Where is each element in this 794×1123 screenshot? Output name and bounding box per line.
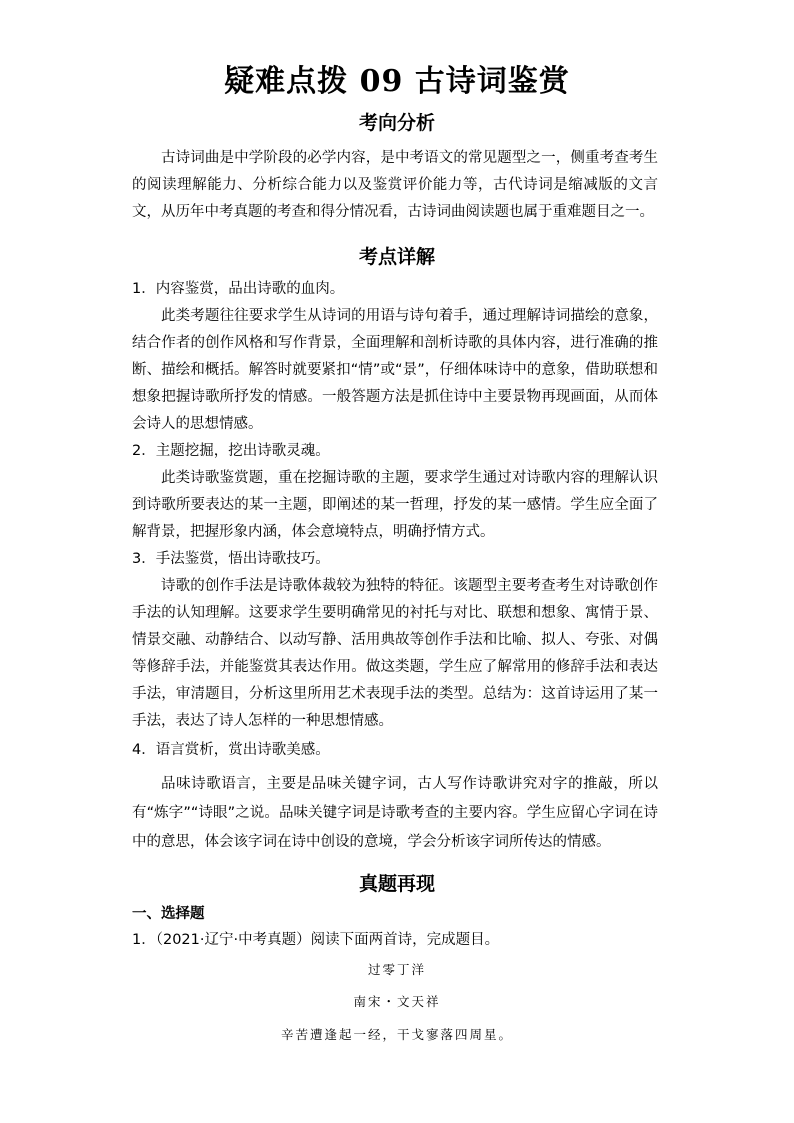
poem-title: 过零丁洋 [367,962,426,977]
section-heading-details: 考点详解 [358,246,435,268]
point-1-title: 1．内容鉴赏，品出诗歌的血肉。 [132,281,345,297]
point-2-title: 2．主题挖掘，挖出诗歌灵魂。 [132,443,330,459]
section-heading-analysis: 考向分析 [358,112,435,134]
question-1-prompt: 1．（2021·辽宁·中考真题）阅读下面两首诗，完成题目。 [132,932,500,948]
poem-line: 辛苦遭逢起一经，干戈寥落四周星。 [280,1027,513,1042]
section-heading-real-questions: 真题再现 [358,873,435,895]
point-1-body: 此类考题往往要求学生从诗词的用语与诗句着手，通过理解诗词描绘的意象，结合作者的创作风格和写作背景，全面理解和剖析诗歌的具体内容，进行准确的推断、描绘和概括。解答时就要紧扣“情”或“景”，仔细体味诗中的意象，借助联想和想象把握诗歌所抒发的情感。一般答题方法是抓住诗中主要景物再现画面，从而体会诗人的思想情感。 [132,308,658,432]
analysis-paragraph: 古诗词曲是中学阶段的必学内容，是中考语文的常见题型之一，侧重考查考生的阅读理解能力、分析综合能力以及鉴赏评价能力等，古代诗词是缩减版的文言文，从历年中考真题的考查和得分情况看，古诗词曲阅读题也属于重难题目之一。 [132,150,658,220]
point-2-body: 此类诗歌鉴赏题，重在挖掘诗歌的主题，要求学生通过对诗歌内容的理解认识到诗歌所要表达的某一主题，即阐述的某一哲理，抒发的某一感情。学生应全面了解背景，把握形象内涵，体会意境特点，明确抒情方式。 [132,470,658,540]
document-title: 疑难点拨 09 古诗词鉴赏 [224,64,570,99]
point-4-title: 4．语言赏析，赏出诗歌美感。 [132,742,330,758]
point-4-body: 品味诗歌语言，主要是品味关键字词，古人写作诗歌讲究对字的推敲，所以有“炼字”“诗眼”之说。品味关键字词是诗歌考查的主要内容。学生应留心字词在诗中的意思，体会该字词在诗中创设的意境，学会分析该字词所传达的情感。 [132,776,658,850]
point-3-body: 诗歌的创作手法是诗歌体裁较为独特的特征。该题型主要考查考生对诗歌创作手法的认知理解。这要求学生要明确常见的衬托与对比、联想和想象、寓情于景、情景交融、动静结合、以动写静、活用典故等创作手法和比喻、拟人、夸张、对偶等修辞手法，并能鉴赏其表达作用。做这类题，学生应了解常用的修辞手法和表达手法，审清题目，分析这里所用艺术表现手法的类型。总结为：这首诗运用了某一手法，表达了诗人怎样的一种思想情感。 [132,578,658,729]
point-3-title: 3．手法鉴赏，悟出诗歌技巧。 [132,551,330,567]
question-type-heading: 一、选择题 [132,906,205,922]
poem-author: 南宋・文天祥 [353,994,441,1009]
